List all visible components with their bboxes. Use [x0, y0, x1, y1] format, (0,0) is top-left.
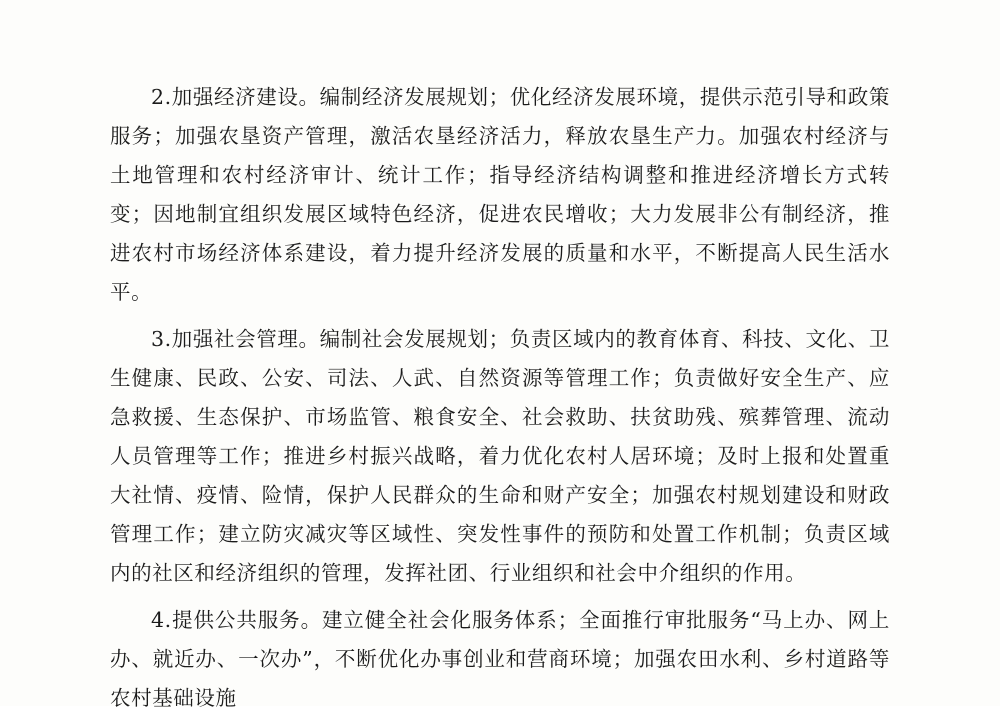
document-body [110, 78, 890, 718]
paragraph-social-management: 3.加强社会管理。编制社会发展规划；负责区域内的教育体育、科技、文化、卫生健康、民政、公安、司法、人武、自然资源等管理工作；负责做好安全生产、应急救援、生态保护、市场监管、粮食安全、社会救助、扶贫助残、殡葬管理、流动人员管理等工作；推进乡村振兴战略，着力优化农村人居环境；及时上报和处置重大社情、疫情、险情，保护人民群众的生命和财产安全；加强农村规划建设和财政管理工作；建立防灾减灾等区域性、突发性事件的预防和处置工作机制；负责区域内的社区和经济组织的管理，发挥社团、行业组织和社会中介组织的作用。 [110, 327, 890, 585]
paragraph-public-service: 4.提供公共服务。建立健全社会化服务体系；全面推行审批服务“马上办、网上办、就近办、一次办”，不断优化办事创业和营商环境；加强农田水利、乡村道路等农村基础设施 [110, 608, 890, 710]
paragraph-economic-construction: 2.加强经济建设。编制经济发展规划；优化经济发展环境，提供示范引导和政策服务；加强农垦资产管理，激活农垦经济活力，释放农垦生产力。加强农村经济与土地管理和农村经济审计、统计工作；指导经济结构调整和推进经济增长方式转变；因地制宜组织发展区域特色经济，促进农民增收；大力发展非公有制经济，推进农村市场经济体系建设，着力提升经济发展的质量和水平，不断提高人民生活水平。 [110, 85, 890, 304]
